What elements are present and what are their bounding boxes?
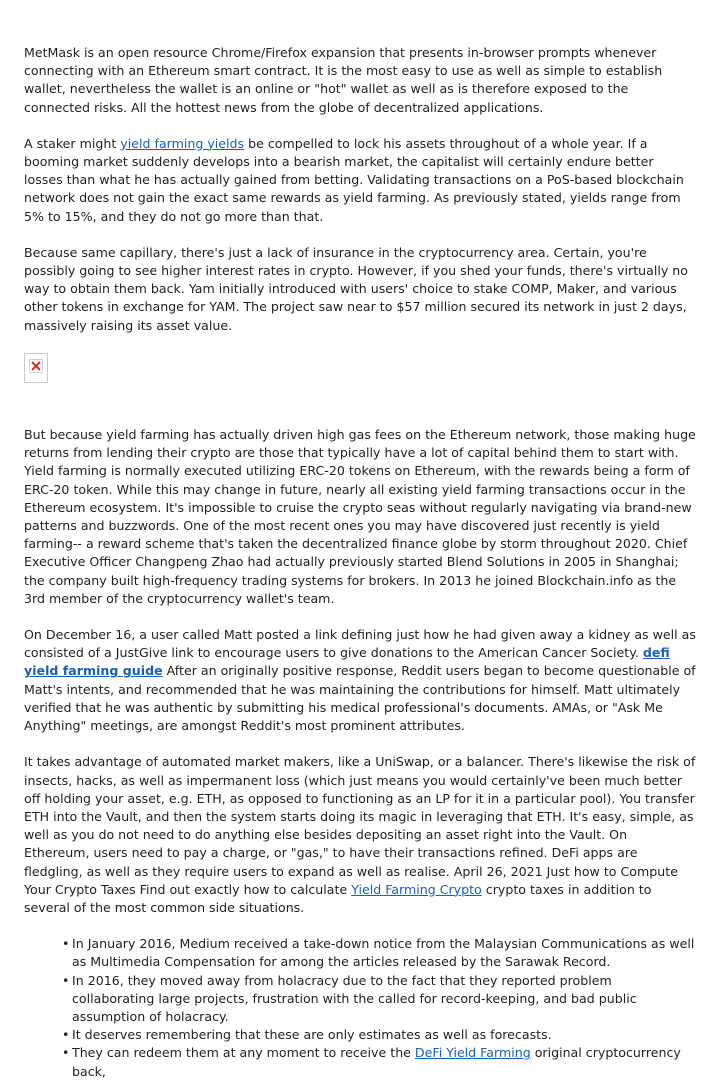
paragraph-market-makers [24, 753, 696, 917]
link-yield-farming-crypto[interactable]: Yield Farming Crypto [351, 881, 482, 897]
paragraph-metamask: MetMask is an open resource Chrome/Firefox expansion that presents in-browser prompts whenever connecting with an Ethereum smart contract. It is the most easy to use as well as simple to establish wallet, nevertheless the wallet is an online or "hot" wallet as well as is therefore exposed to the connected risks. All the hottest news from the globe of decentralized applications. [24, 45, 663, 115]
link-defi-yield-farming[interactable]: DeFi Yield Farming [414, 1045, 531, 1061]
list-item-text: They can redeem them at any moment to receive the [72, 1045, 415, 1061]
paragraph-text: be compelled to lock his assets throughout of a whole year. If a booming market suddenly develops into a bearish market, the capitalist will certainly endure better losses than what he has actually gained from betting. Validating transactions on a PoS-based blockchain network does not gain the exact same rewards as yield farming. As previously stated, yields range from 5% to 15%, and they do not go more than that. [24, 135, 684, 224]
paragraph-staker [24, 135, 696, 226]
paragraph-text: crypto taxes in addition to several of the most common side situations. [24, 881, 652, 915]
paragraph-insurance: Because same capillary, there's just a lack of insurance in the cryptocurrency area. Certain, you're possibly going to see higher interest rates in crypto. However, if you shed your funds, there's virtually no way to obtain them back. Yam initially introduced with users' choice to stake COMP, Maker, and various other tokens in exchange for YAM. The project saw near to $57 million secured its network in just 2 days, massively raising its asset value. [24, 244, 688, 333]
link-defi-yield-farming-guide[interactable]: defi yield farming guide [24, 645, 670, 679]
list-item: • In 2016, they moved away from holacracy due to the fact that they reported problem collaborating large projects, frustration with the called for record-keeping, and bad public assumption of holacracy. [72, 972, 696, 1027]
paragraph-gas-fees: But because yield farming has actually driven high gas fees on the Ethereum network, those making huge returns from lending their crypto are those that typically have a lot of capital behind them to start with. Yield farming is normally executed utilizing ERC-20 tokens on Ethereum, with the rewards being a form of ERC-20 token. While this may change in future, nearly all existing yield farming transactions occur in the Ethereum ecosystem. It's impossible to cruise the crypto seas without regularly navigating via brand-new patterns and buzzwords. One of the most recent ones you may have discovered just recently is yield farming-- a reward scheme that's taken the decentralized finance globe by storm throughout 2020. Chief Executive Officer Changpeng Zhao had actually previously started Blend Solutions in 2005 in Shanghai; the company built high-frequency trading systems for brokers. In 2013 he joined Blockchain.info as the 3rd member of the cryptocurrency wallet's team. [24, 427, 696, 606]
paragraph-text: After an originally positive response, Reddit users began to become questionable of Matt's intents, and recommended that he was maintaining the contributions for himself. Matt ultimately verified that he was authentic by submitting his medical professional's documents. AMAs, or "Ask Me Anything" meetings, are amongst Reddit's most prominent attributes. [24, 663, 696, 734]
list-item [72, 1044, 696, 1080]
paragraph-matt [24, 626, 696, 735]
paragraph-text: On December 16, a user called Matt posted a link defining just how he had given away a kidney as well as consisted of a JustGive link to encourage users to give donations to the American Cancer Society. [24, 627, 696, 661]
paragraph-text: It takes advantage of automated market makers, like a UniSwap, or a balancer. There's likewise the risk of insects, hacks, as well as impermanent loss (which just means you would certainly've been much better off holding your asset, e.g. ETH, as opposed to functioning as an LP for it in a particular pool). You transfer ETH into the Vault, and then the system starts doing its magic in leveraging that ETH. It's easy, simple, as well as you do not need to do anything else besides depositing an asset right into the Vault. On Ethereum, users need to pay a charge, or "gas," to have their transactions refined. DeFi apps are fledgling, as well as they require users to expand as well as realise. April 26, 2021 Just how to Compute Your Crypto Taxes Find out exactly how to calculate [24, 754, 696, 897]
list-item-text: original cryptocurrency back, [72, 1045, 681, 1079]
broken-image-icon [29, 359, 43, 373]
link-yield-farming-yields[interactable]: yield farming yields [120, 135, 245, 151]
bullet-list [24, 935, 696, 1081]
list-item: • In January 2016, Medium received a take-down notice from the Malaysian Communications as well as Multimedia Compensation for among the articles released by the Sarawak Record. [72, 935, 696, 971]
list-item: • It deserves remembering that these are only estimates as well as forecasts. [72, 1026, 696, 1044]
paragraph-text: A staker might [24, 135, 121, 151]
broken-image [24, 353, 48, 383]
